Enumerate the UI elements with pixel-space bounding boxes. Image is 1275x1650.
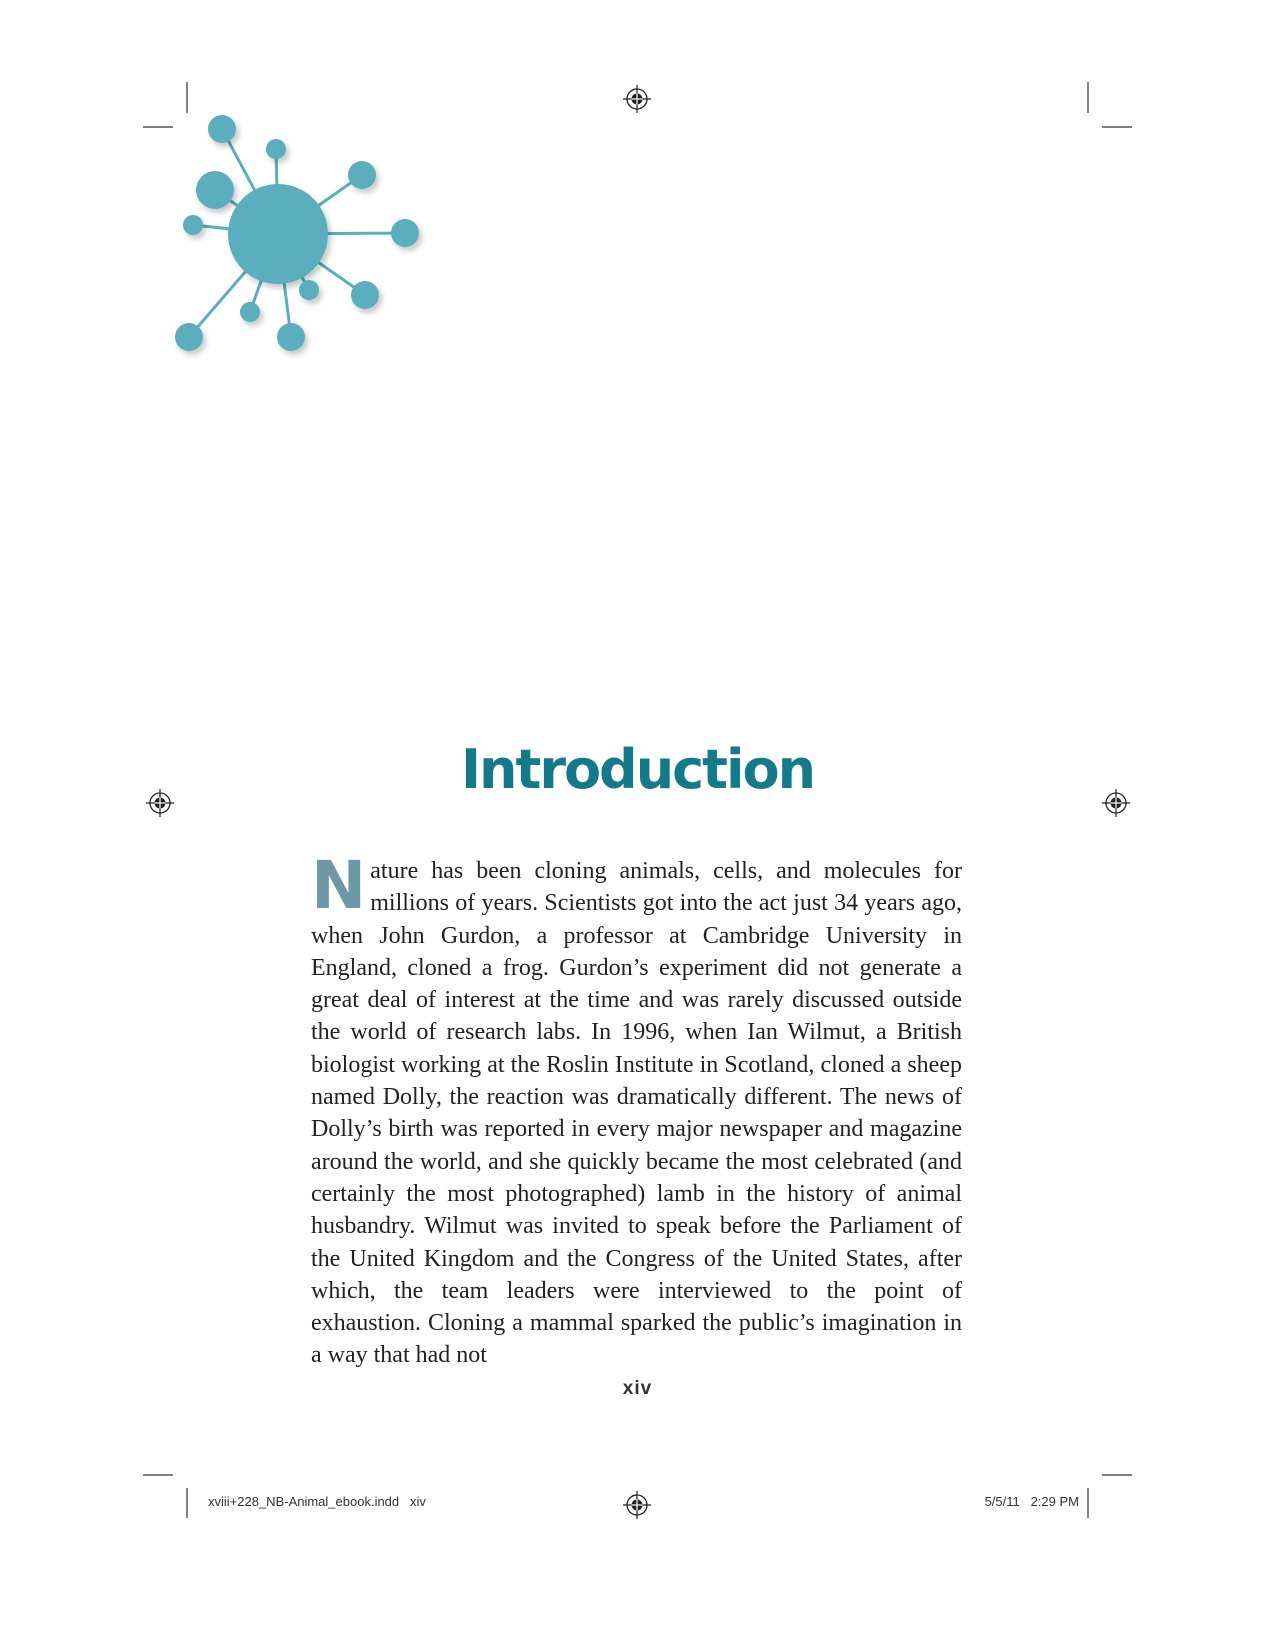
drop-cap: N: [311, 847, 367, 924]
paragraph-text: ature has been cloning animals, cells, and molecules for millions of years. Scientists got into the act just 34 years ago, when John Gurdon, a professor at Cambridge University in England, cloned a frog. Gurdon’s experiment did not generate a great deal of interest at the time and was rarely discussed outside the world of research labs. In 1996, when Ian Wilmut, a British biologist working at the Roslin Institute in Scotland, cloned a sheep named Dolly, the reaction was dramatically different. The news of Dolly’s birth was reported in every major newspaper and magazine around the world, and she quickly became the most celebrated (and certainly the most photographed) lamb in the history of animal husbandry. Wilmut was invited to speak before the Parliament of the United Kingdom and the Congress of the United States, after which, the team leaders were interviewed to the point of exhaustion. Cloning a mammal sparked the public’s imagination in a way that had not: [311, 858, 962, 1369]
registration-mark-icon: [623, 85, 651, 113]
slug-timestamp: 5/5/11 2:29 PM: [984, 1494, 1079, 1509]
page-number: xiv: [622, 1378, 653, 1399]
slug-file-info: xviii+228_NB-Animal_ebook.indd xiv: [208, 1494, 426, 1509]
chapter-title: Introduction: [460, 738, 815, 801]
registration-mark-icon: [623, 1491, 651, 1519]
body-paragraph: [311, 847, 962, 1372]
molecule-icon: [0, 0, 460, 380]
